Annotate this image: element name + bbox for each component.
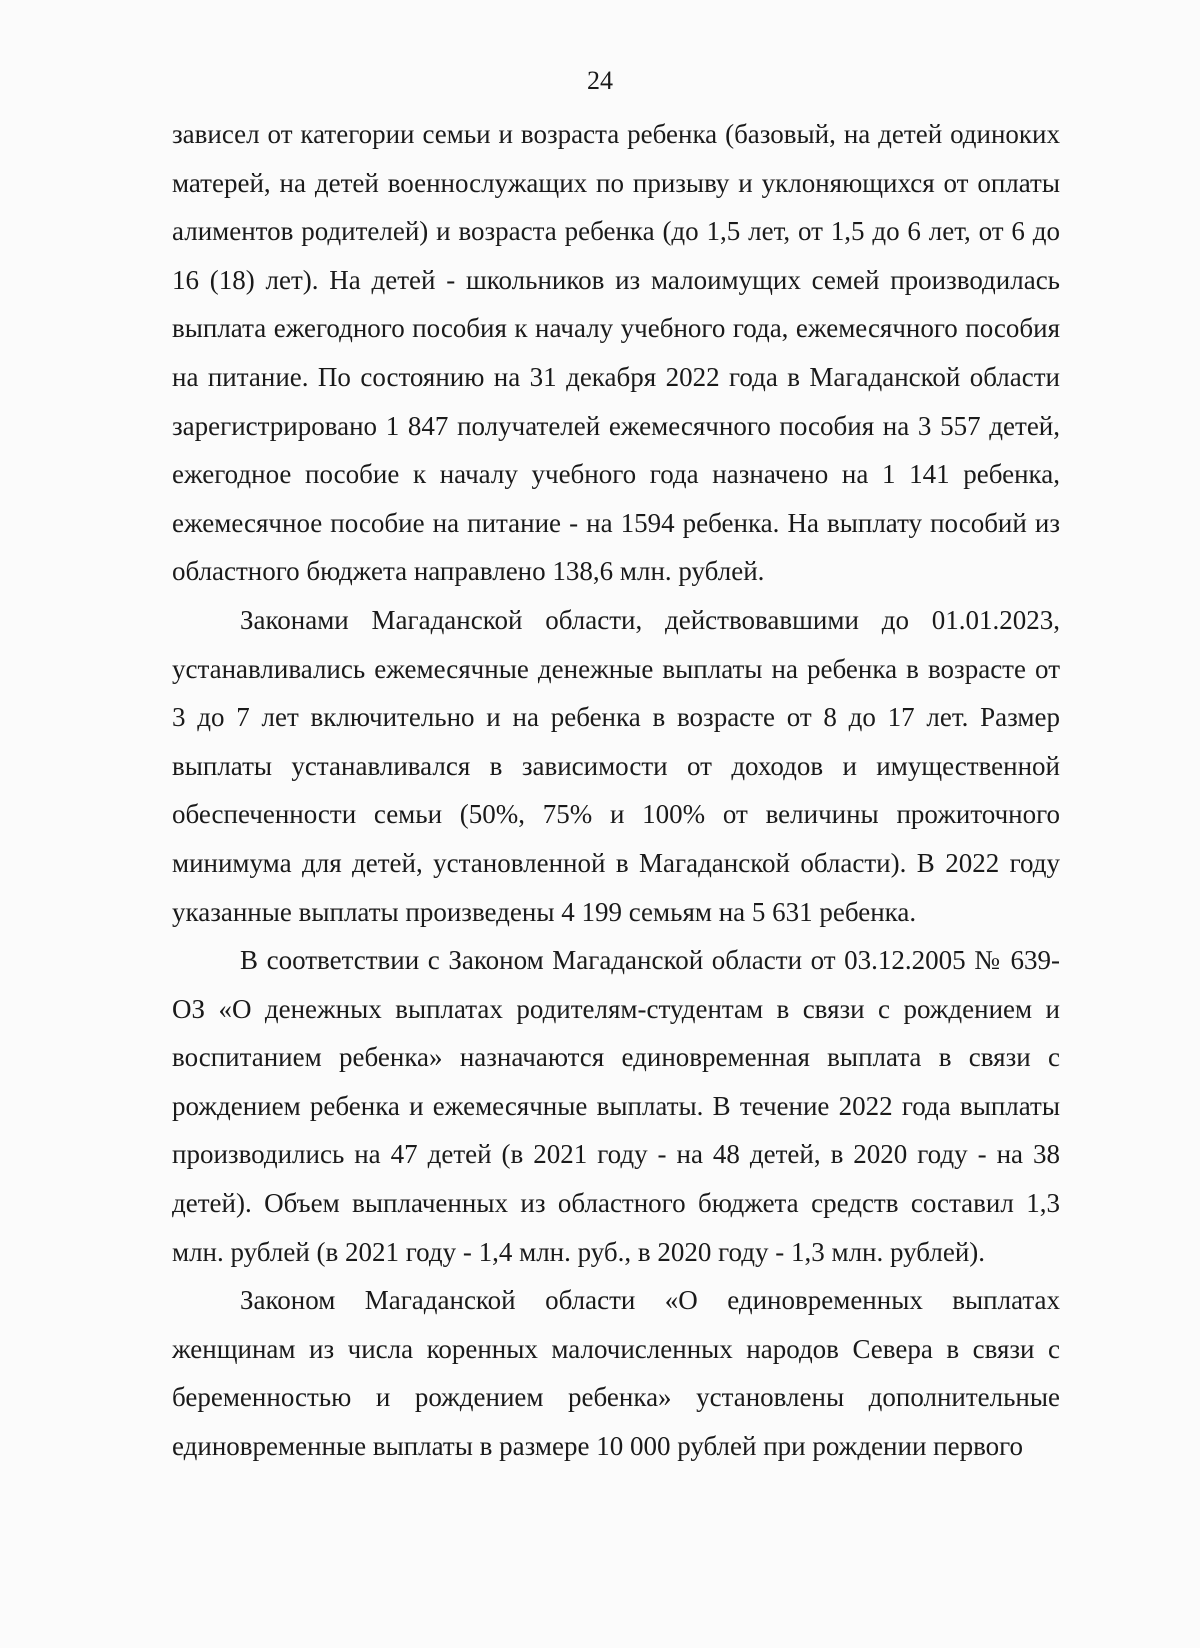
paragraph-continuation: зависел от категории семьи и возраста ребенка (базовый, на детей одиноких матерей, на детей военнослужащих по призыву и уклоняющихся от оплаты алиментов родителей) и возраста ребенка (до 1,5 лет, от 1,5 до 6 лет, от 6 до 16 (18) лет). На детей - школьников из малоимущих семей производилась выплата ежегодного пособия к началу учебного года, ежемесячного пособия на питание. По состоянию на 31 декабря 2022 года в Магаданской области зарегистрировано 1 847 получателей ежемесячного пособия на 3 557 детей, ежегодное пособие к началу учебного года назначено на 1 141 ребенка, ежемесячное пособие на питание - на 1594 ребенка. На выплату пособий из областного бюджета направлено 138,6 млн. рублей. xyxy=(172,119,1060,587)
paragraph-indigenous-women: Законом Магаданской области «О единовременных выплатах женщинам из числа коренных малочисленных народов Севера в связи с беременностью и рождением ребенка» установлены дополнительные единовременные выплаты в размере 10 000 рублей при рождении первого xyxy=(172,1285,1060,1462)
body-text xyxy=(172,110,1060,1471)
page-number: 24 xyxy=(587,66,613,95)
paragraph-student-parents: В соответствии с Законом Магаданской области от 03.12.2005 № 639-ОЗ «О денежных выплатах родителям-студентам в связи с рождением и воспитанием ребенка» назначаются единовременная выплата в связи с рождением ребенка и ежемесячные выплаты. В течение 2022 года выплаты производились на 47 детей (в 2021 году - на 48 детей, в 2020 году - на 38 детей). Объем выплаченных из областного бюджета средств составил 1,3 млн. рублей (в 2021 году - 1,4 млн. руб., в 2020 году - 1,3 млн. рублей). xyxy=(172,945,1060,1267)
paragraph-monthly-payments: Законами Магаданской области, действовавшими до 01.01.2023, устанавливались ежемесячные денежные выплаты на ребенка в возрасте от 3 до 7 лет включительно и на ребенка в возрасте от 8 до 17 лет. Размер выплаты устанавливался в зависимости от доходов и имущественной обеспеченности семьи (50%, 75% и 100% от величины прожиточного минимума для детей, установленной в Магаданской области). В 2022 году указанные выплаты произведены 4 199 семьям на 5 631 ребенка. xyxy=(172,604,1060,927)
